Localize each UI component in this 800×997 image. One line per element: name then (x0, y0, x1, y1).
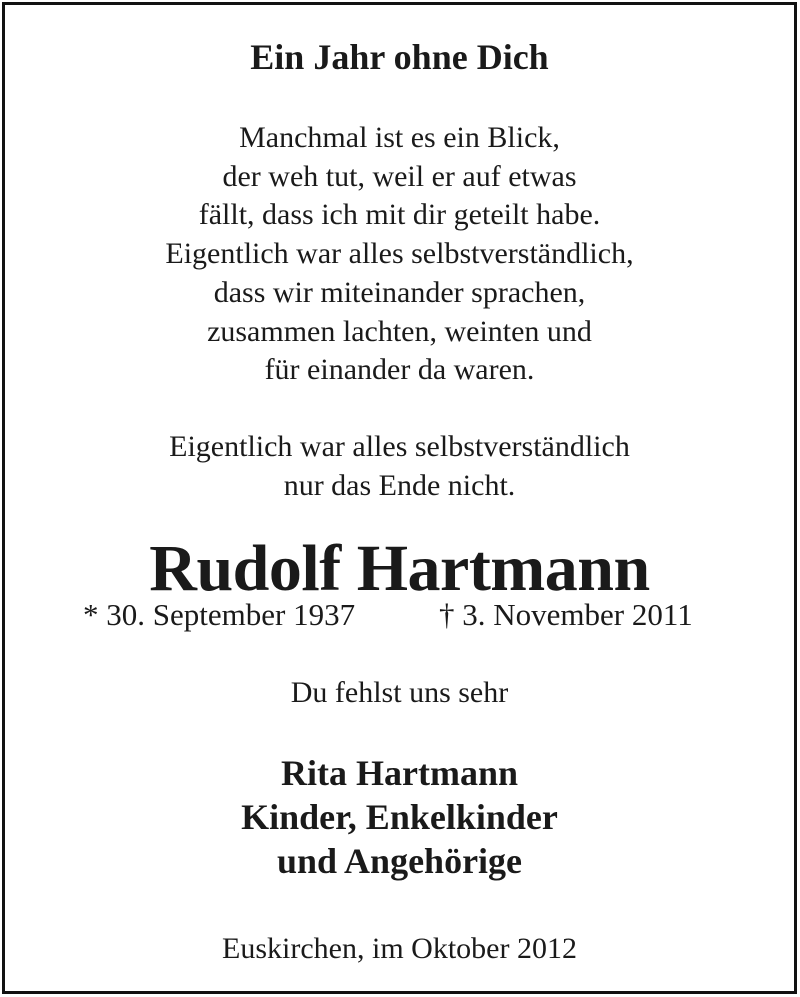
poem-line: fällt, dass ich mit dir geteilt habe. (198, 198, 601, 232)
place-date: Euskirchen, im Oktober 2012 (222, 932, 577, 965)
missing-text: Du fehlst uns sehr (290, 676, 509, 709)
poem-line: Manchmal ist es ein Blick, (239, 121, 560, 154)
mourners (5, 751, 794, 883)
notice-heading: Ein Jahr ohne Dich (250, 37, 549, 77)
mourner-line: Rita Hartmann (281, 753, 518, 793)
poem-line: nur das Ende nicht. (283, 468, 516, 502)
deceased-name: Rudolf Hartmann (149, 532, 650, 605)
poem-line: dass wir miteinander sprachen, (213, 275, 586, 309)
mourner-line: Kinder, Enkelkinder (241, 797, 558, 837)
stanza-gap (5, 390, 794, 428)
poem (5, 119, 794, 505)
mourner-line: und Angehörige (276, 841, 523, 881)
notice-frame (2, 2, 797, 994)
death-date: † 3. November 2011 (439, 597, 693, 632)
poem-line: Eigentlich war alles selbstverständlich (169, 429, 630, 463)
poem-line: zusammen lachten, weinten und (207, 314, 592, 348)
birth-date: * 30. September 1937 (83, 597, 356, 632)
poem-line: der weh tut, weil er auf etwas (222, 159, 577, 193)
poem-line: für einander da waren. (264, 353, 535, 387)
poem-line: Eigentlich war alles selbstverständlich, (165, 237, 634, 271)
